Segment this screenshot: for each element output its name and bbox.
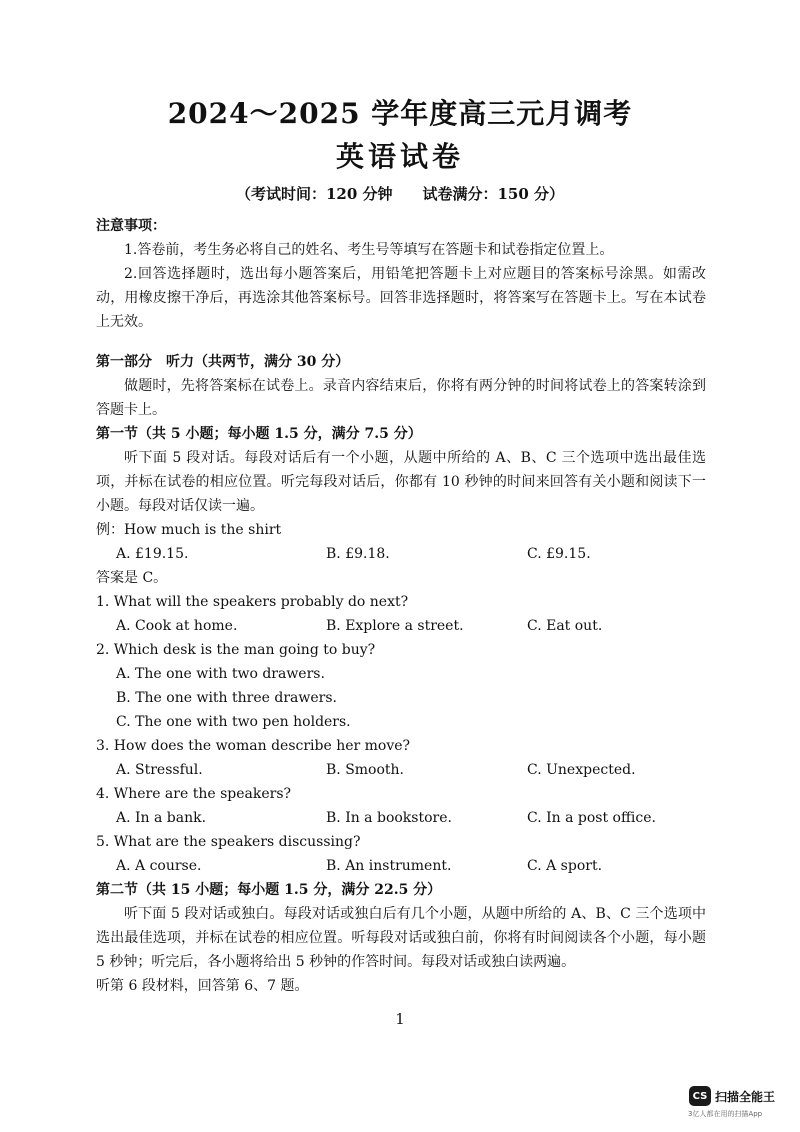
- part1-instruction: 做题时，先将答案标在试卷上。录音内容结束后，你将有两分钟的时间将试卷上的答案转涂到答题卡上。: [96, 378, 706, 418]
- question-3: 3. How does the woman describe her move?: [96, 738, 411, 754]
- question-4-option-b: B. In a bookstore.: [326, 810, 452, 826]
- question-4: 4. Where are the speakers?: [96, 786, 292, 802]
- question-1-options: [96, 614, 706, 638]
- example-option-a: A. £19.15.: [116, 546, 189, 562]
- section2-heading: 第二节（共 15 小题；每小题 1.5 分，满分 22.5 分）: [96, 882, 442, 898]
- example-answer: 答案是 C。: [96, 570, 168, 586]
- exam-body: [96, 214, 706, 998]
- section2-material-note: 听第 6 段材料，回答第 6、7 题。: [96, 978, 309, 994]
- question-1-option-a: A. Cook at home.: [116, 618, 238, 634]
- notes-heading: 注意事项：: [96, 218, 166, 234]
- question-4-option-c: C. In a post office.: [527, 810, 656, 826]
- question-5: 5. What are the speakers discussing?: [96, 834, 361, 850]
- question-1-option-b: B. Explore a street.: [326, 618, 464, 634]
- question-3-options: [96, 758, 706, 782]
- question-5-options: [96, 854, 706, 878]
- notes-item-2: 2.回答选择题时，选出每小题答案后，用铅笔把答题卡上对应题目的答案标号涂黑。如需改动，用橡皮擦干净后，再选涂其他答案标号。回答非选择题时，将答案写在答题卡上。写在本试卷上无效。: [96, 266, 706, 330]
- question-2-option-c: C. The one with two pen holders.: [116, 714, 351, 730]
- example-question: 例：How much is the shirt: [96, 522, 282, 538]
- question-2-option-b: B. The one with three drawers.: [116, 690, 337, 706]
- question-2: 2. Which desk is the man going to buy?: [96, 642, 376, 658]
- scanner-app-name: 扫描全能王: [715, 1089, 776, 1104]
- example-options: [96, 542, 706, 566]
- example-option-c: C. £9.15.: [527, 546, 591, 562]
- section1-instruction: 听下面 5 段对话。每段对话后有一个小题，从题中所给的 A、B、C 三个选项中选出最佳选项，并标在试卷的相应位置。听完每段对话后，你都有 10 秒钟的时间来回答有关小题和阅读下一小题。每段对话仅读一遍。: [96, 450, 706, 514]
- page-number: 1: [395, 1010, 405, 1028]
- scanner-app-tagline: 3亿人都在用的扫描App: [688, 1110, 763, 1118]
- question-1: 1. What will the speakers probably do next?: [96, 594, 409, 610]
- notes-item-1: 1.答卷前，考生务必将自己的姓名、考生号等填写在答题卡和试卷指定位置上。: [124, 242, 614, 258]
- question-1-option-c: C. Eat out.: [527, 618, 603, 634]
- camscanner-logo-icon: CS: [689, 1086, 711, 1106]
- question-3-option-c: C. Unexpected.: [527, 762, 636, 778]
- question-2-option-a: A. The one with two drawers.: [116, 666, 325, 682]
- question-5-option-a: A. A course.: [116, 858, 202, 874]
- question-3-option-b: B. Smooth.: [326, 762, 405, 778]
- exam-title: 2024～2025 学年度高三元月调考: [167, 97, 633, 130]
- question-3-option-a: A. Stressful.: [116, 762, 203, 778]
- part1-heading: 第一部分 听力（共两节，满分 30 分）: [96, 354, 350, 370]
- question-5-option-c: C. A sport.: [527, 858, 603, 874]
- question-4-option-a: A. In a bank.: [116, 810, 207, 826]
- example-option-b: B. £9.18.: [326, 546, 390, 562]
- exam-subject: 英语试卷: [335, 140, 464, 173]
- scanner-watermark: [689, 1086, 775, 1106]
- exam-time-and-score: （考试时间：120 分钟 试卷满分：150 分）: [235, 185, 565, 203]
- section2-instruction: 听下面 5 段对话或独白。每段对话或独白后有几个小题，从题中所给的 A、B、C 三个选项中选出最佳选项，并标在试卷的相应位置。听每段对话或独白前，你将有时间阅读各个小题，每小题 5 秒钟；听完后，各小题将给出 5 秒钟的作答时间。每段对话或独白读两遍。: [96, 906, 706, 970]
- question-5-option-b: B. An instrument.: [326, 858, 452, 874]
- section1-heading: 第一节（共 5 小题；每小题 1.5 分，满分 7.5 分）: [96, 426, 422, 442]
- question-4-options: [96, 806, 706, 830]
